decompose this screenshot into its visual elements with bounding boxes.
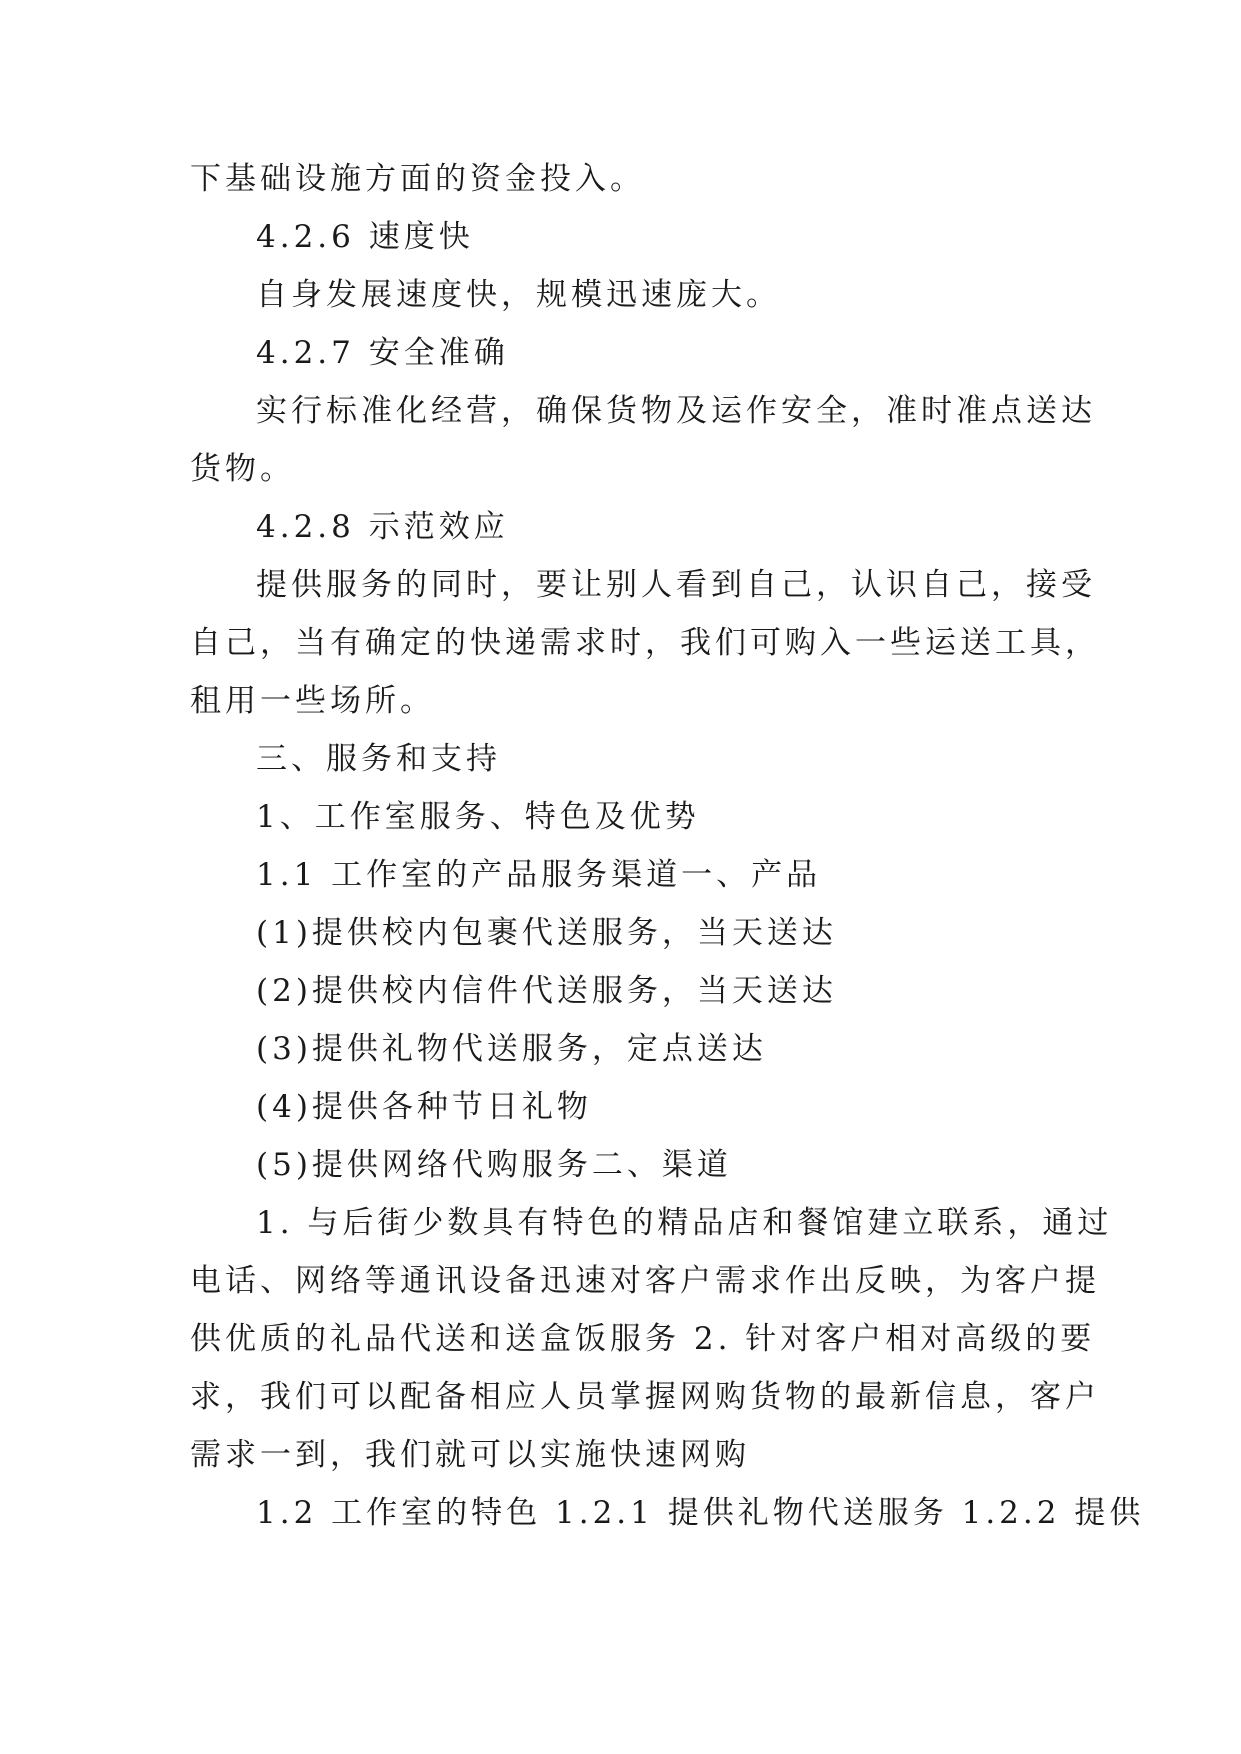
list-item: (5)提供网络代购服务二、渠道 xyxy=(256,1147,732,1183)
list-item: (4)提供各种节日礼物 xyxy=(256,1089,592,1125)
text-line: 实行标准化经营，确保货物及运作安全，准时准点送达 xyxy=(256,393,1096,429)
text-line: 自身发展速度快，规模迅速庞大。 xyxy=(256,277,781,313)
text-line: 需求一到，我们就可以实施快速网购 xyxy=(190,1437,750,1473)
list-item: (2)提供校内信件代送服务，当天送达 xyxy=(256,973,837,1009)
section-heading: 1、工作室服务、特色及优势 xyxy=(256,799,700,835)
section-heading: 4.2.8 示范效应 xyxy=(256,509,509,545)
text-line: 1.2 工作室的特色 1.2.1 提供礼物代送服务 1.2.2 提供 xyxy=(256,1495,1145,1531)
list-item: (1)提供校内包裹代送服务，当天送达 xyxy=(256,915,837,951)
text-line: 租用一些场所。 xyxy=(190,683,435,719)
text-line: 提供服务的同时，要让别人看到自己，认识自己，接受 xyxy=(256,567,1096,603)
text-line: 电话、网络等通讯设备迅速对客户需求作出反映，为客户提 xyxy=(190,1263,1100,1299)
text-line: 求，我们可以配备相应人员掌握网购货物的最新信息，客户 xyxy=(190,1379,1100,1415)
text-line: 下基础设施方面的资金投入。 xyxy=(190,161,645,197)
section-heading: 4.2.6 速度快 xyxy=(256,219,474,255)
text-line: 自己，当有确定的快递需求时，我们可购入一些运送工具， xyxy=(190,625,1100,661)
document-page xyxy=(190,150,1145,1542)
text-line: 供优质的礼品代送和送盒饭服务 2. 针对客户相对高级的要 xyxy=(190,1321,1096,1357)
text-line: 货物。 xyxy=(190,451,295,487)
section-heading: 1.1 工作室的产品服务渠道一、产品 xyxy=(256,857,822,893)
section-heading: 三、服务和支持 xyxy=(256,741,501,777)
list-item: (3)提供礼物代送服务，定点送达 xyxy=(256,1031,767,1067)
section-heading: 4.2.7 安全准确 xyxy=(256,335,509,371)
text-line: 1. 与后街少数具有特色的精品店和餐馆建立联系，通过 xyxy=(256,1205,1113,1241)
